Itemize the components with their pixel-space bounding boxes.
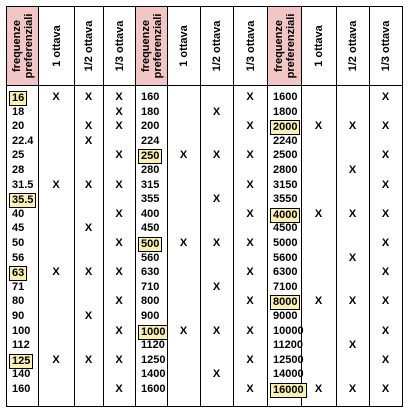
frequency-value: 1120: [141, 339, 165, 352]
band-mark: X: [179, 324, 188, 337]
frequency-value: 710: [141, 280, 160, 293]
band-mark: X: [348, 383, 357, 395]
frequency-value: 18: [12, 105, 25, 118]
frequency-value: 12500: [273, 353, 304, 366]
band-mark: X: [246, 266, 254, 279]
freq-header-label: frequenze preferenziali: [272, 13, 297, 79]
frequency-value: 14000: [273, 368, 304, 381]
band-mark: X: [115, 149, 123, 162]
band-mark: X: [115, 383, 123, 395]
frequency-value: 160: [141, 91, 160, 103]
preferred-frequency: 1000: [138, 325, 168, 340]
preferred-frequency: 16: [9, 91, 27, 106]
frequency-value: 56: [12, 251, 25, 264]
band-mark: X: [115, 178, 123, 191]
band-mark: X: [84, 266, 93, 279]
band-mark: X: [381, 178, 390, 191]
band-mark: X: [212, 105, 221, 118]
band-mark: X: [84, 222, 93, 235]
preferred-frequency: 63: [9, 266, 27, 281]
preferred-frequency: 8000: [270, 295, 300, 310]
frequency-value: 28: [12, 164, 25, 176]
preferred-frequency: 2000: [270, 120, 300, 135]
band-mark: X: [381, 266, 390, 279]
band-mark: X: [246, 383, 254, 395]
octave-header-label: 1/3 ottava: [113, 20, 126, 72]
frequency-value: 31.5: [12, 178, 34, 191]
band-mark: X: [212, 280, 221, 293]
freq-header: [267, 6, 302, 86]
band-mark: X: [381, 91, 390, 103]
frequency-value: 630: [141, 266, 160, 279]
frequency-value: 4500: [273, 222, 298, 235]
frequency-value: 160: [12, 383, 31, 395]
frequency-value: 140: [12, 368, 31, 381]
band-mark: X: [381, 324, 390, 337]
band-mark: X: [52, 178, 60, 191]
frequency-value: 224: [141, 134, 160, 147]
frequency-value: 1400: [141, 368, 166, 381]
frequency-value: 11200: [273, 339, 303, 352]
band-mark: X: [212, 193, 221, 206]
band-mark: X: [246, 295, 254, 308]
band-mark: X: [246, 237, 254, 249]
frequency-value: 90: [12, 310, 25, 322]
octave-header-label: 1/2 ottava: [83, 20, 95, 72]
band-mark: X: [52, 353, 60, 366]
octave-header-label: 1 ottava: [313, 25, 325, 67]
octave-header-label: 1/2 ottava: [347, 20, 359, 72]
band-mark: X: [246, 120, 254, 133]
frequency-value: 2800: [273, 164, 298, 176]
band-mark: X: [84, 91, 93, 103]
frequency-value: 1250: [141, 353, 166, 366]
frequency-value: 3550: [273, 193, 298, 206]
freq-header: [135, 6, 168, 86]
frequency-value: 5000: [273, 237, 298, 249]
octave-header: [167, 6, 201, 86]
band-mark: X: [115, 120, 123, 133]
frequency-value: 1800: [273, 105, 298, 118]
frequency-value: 315: [141, 178, 160, 191]
octave-header: [200, 6, 234, 86]
freq-header-label: frequenze preferenziali: [10, 13, 35, 79]
band-mark: X: [246, 353, 254, 366]
frequency-value: 112: [12, 339, 30, 352]
band-mark: X: [115, 105, 123, 118]
band-mark: X: [314, 207, 323, 220]
frequency-value: 25: [12, 149, 25, 162]
band-mark: X: [84, 310, 93, 322]
band-mark: X: [84, 353, 93, 366]
band-mark: X: [246, 149, 254, 162]
band-mark: X: [212, 149, 221, 162]
frequency-value: 10000: [273, 324, 304, 337]
preferred-frequency: 250: [138, 149, 162, 164]
band-mark: X: [52, 266, 60, 279]
band-mark: X: [348, 339, 357, 352]
frequency-value: 1600: [273, 91, 298, 103]
frequency-value: 400: [141, 207, 160, 220]
band-mark: X: [179, 149, 188, 162]
frequency-value: 280: [141, 164, 160, 176]
band-mark: X: [212, 237, 221, 249]
frequency-value: 9000: [273, 310, 298, 322]
band-mark: X: [314, 120, 323, 133]
band-mark: X: [84, 120, 93, 133]
band-mark: X: [115, 266, 123, 279]
band-mark: X: [84, 178, 93, 191]
frequency-value: 22.4: [12, 134, 34, 147]
band-mark: X: [348, 207, 357, 220]
band-mark: X: [381, 207, 390, 220]
band-mark: X: [179, 237, 188, 249]
band-mark: X: [246, 178, 254, 191]
octave-header: [369, 6, 403, 86]
band-mark: X: [348, 295, 357, 308]
band-mark: X: [246, 207, 254, 220]
frequency-value: 450: [141, 222, 160, 235]
frequency-value: 6300: [273, 266, 298, 279]
freq-header-label: frequenze preferenziali: [139, 13, 164, 79]
preferred-frequency: 4000: [270, 208, 300, 223]
octave-header: [336, 6, 370, 86]
octave-header-label: 1/3 ottava: [244, 20, 257, 72]
preferred-frequency: 500: [138, 237, 162, 252]
band-mark: X: [348, 120, 357, 133]
band-mark: X: [348, 251, 357, 264]
preferred-frequency: 125: [9, 354, 33, 369]
band-mark: X: [381, 237, 390, 249]
octave-header-label: 1 ottava: [178, 25, 190, 67]
octave-header: [301, 6, 337, 86]
frequency-value: 50: [12, 237, 25, 249]
band-mark: X: [246, 91, 254, 103]
band-mark: X: [381, 120, 390, 133]
band-mark: X: [115, 324, 123, 337]
band-mark: X: [52, 91, 60, 103]
frequency-value: 71: [12, 280, 25, 293]
table-column: [301, 86, 337, 407]
frequency-value: 800: [141, 295, 160, 308]
band-mark: X: [115, 295, 123, 308]
frequency-value: 80: [12, 295, 25, 308]
octave-header: [74, 6, 104, 86]
band-mark: X: [314, 383, 323, 395]
frequency-value: 100: [12, 324, 31, 337]
frequency-value: 7100: [273, 280, 298, 293]
band-mark: X: [314, 295, 323, 308]
band-mark: X: [246, 324, 254, 337]
frequency-value: 200: [141, 120, 160, 133]
frequency-value: 5600: [273, 251, 298, 264]
frequency-value: 180: [141, 105, 160, 118]
octave-header: [103, 6, 136, 86]
octave-header-label: 1/3 ottava: [380, 20, 392, 72]
frequency-value: 45: [12, 222, 25, 235]
band-mark: X: [348, 164, 357, 176]
frequency-value: 355: [141, 193, 160, 206]
band-mark: X: [212, 368, 221, 381]
band-mark: X: [381, 353, 390, 366]
frequency-value: 900: [141, 310, 160, 322]
band-mark: X: [84, 134, 93, 147]
frequency-value: 560: [141, 251, 160, 264]
band-mark: X: [115, 237, 123, 249]
frequency-value: 1600: [141, 383, 166, 395]
octave-header-label: 1 ottava: [50, 25, 63, 67]
band-mark: X: [381, 383, 390, 395]
table-column: [336, 86, 370, 407]
band-mark: X: [212, 324, 221, 337]
band-mark: X: [115, 207, 123, 220]
band-mark: X: [381, 295, 390, 308]
octave-header: [38, 6, 75, 86]
frequency-value: 3150: [273, 178, 298, 191]
band-mark: X: [115, 91, 123, 103]
band-mark: X: [115, 353, 123, 366]
frequency-value: 40: [12, 207, 25, 220]
freq-header: [6, 6, 39, 86]
frequency-value: 20: [12, 120, 25, 133]
band-mark: X: [381, 149, 390, 162]
preferred-frequency: 16000: [270, 383, 307, 398]
frequency-value: 2500: [273, 149, 298, 162]
octave-header-label: 1/2 ottava: [211, 20, 223, 72]
octave-header: [233, 6, 268, 86]
preferred-frequency: 35.5: [9, 193, 36, 208]
frequency-value: 2240: [273, 134, 298, 147]
